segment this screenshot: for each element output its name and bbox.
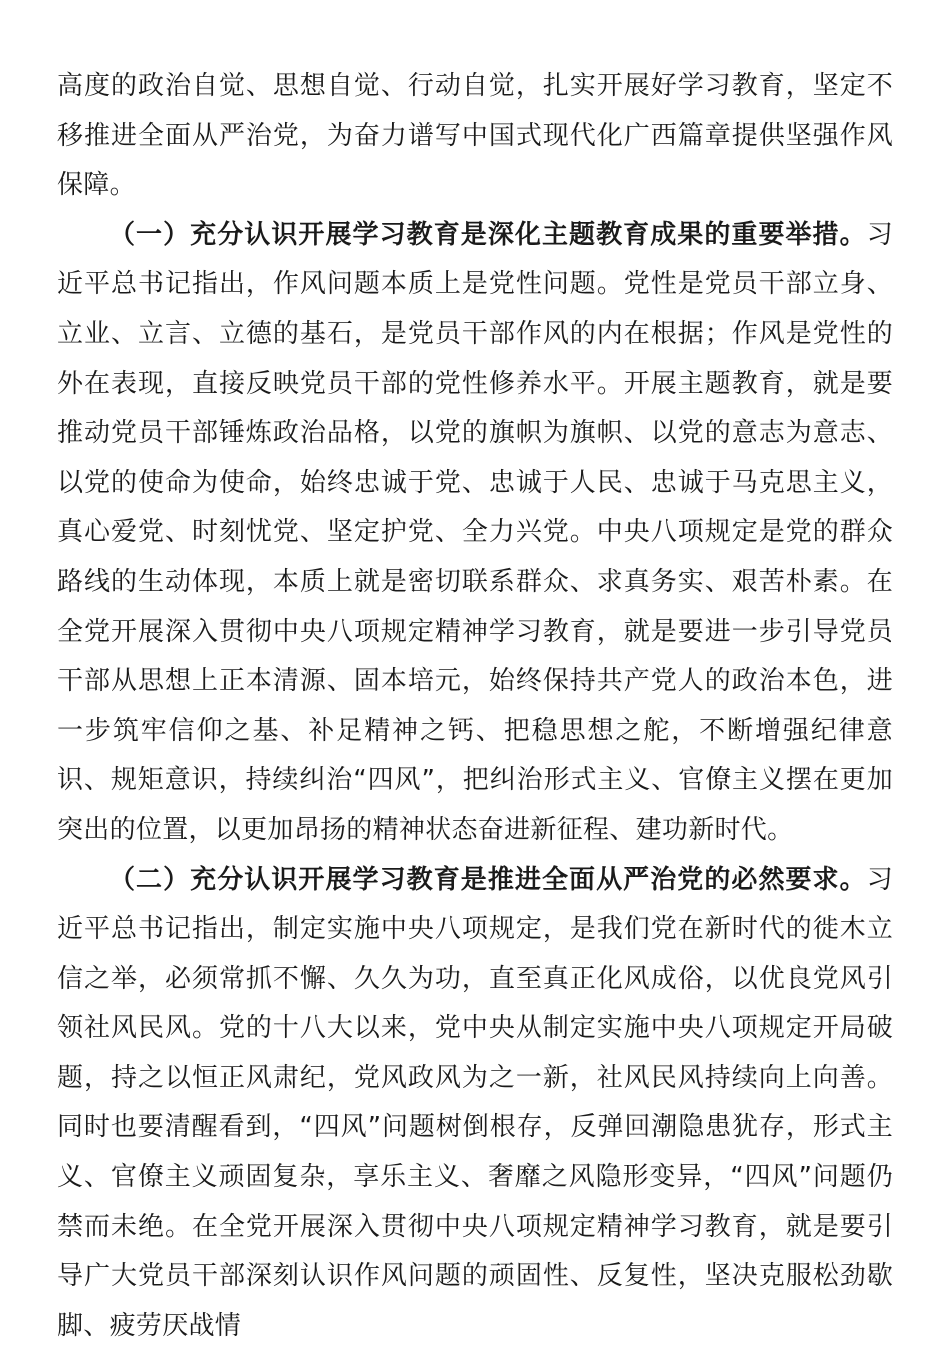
section-1-heading: （一）充分认识开展学习教育是深化主题教育成果的重要举措。 [109,220,867,250]
document-page [57,62,893,1351]
section-2-text: 习近平总书记指出，制定实施中央八项规定，是我们党在新时代的徙木立信之举，必须常抓不懈、久久为功，直至真正化风成俗，以优良党风引领社风民风。党的十八大以来，党中央从制定实施中央八项规定开局破题，持之以恒正风肃纪，党风政风为之一新，社风民风持续向上向善。同时也要清醒看到，“四风”问题树倒根存，反弹回潮隐患犹存，形式主义、官僚主义顽固复杂，享乐主义、奢靡之风隐形变异，“四风”问题仍禁而未绝。在全党开展深入贯彻中央八项规定精神学习教育，就是要引导广大党员干部深刻认识作风问题的顽固性、反复性，坚决克服松劲歇脚、疲劳厌战情 [57,865,893,1341]
paragraph-intro [57,62,893,211]
section-1-text: 习近平总书记指出，作风问题本质上是党性问题。党性是党员干部立身、立业、立言、立德的基石，是党员干部作风的内在根据；作风是党性的外在表现，直接反映党员干部的党性修养水平。开展主题教育，就是要推动党员干部锤炼政治品格，以党的旗帜为旗帜、以党的意志为意志、以党的使命为使命，始终忠诚于党、忠诚于人民、忠诚于马克思主义，真心爱党、时刻忧党、坚定护党、全力兴党。中央八项规定是党的群众路线的生动体现，本质上就是密切联系群众、求真务实、艰苦朴素。在全党开展深入贯彻中央八项规定精神学习教育，就是要进一步引导党员干部从思想上正本清源、固本培元，始终保持共产党人的政治本色，进一步筑牢信仰之基、补足精神之钙、把稳思想之舵，不断增强纪律意识、规矩意识，持续纠治“四风”，把纠治形式主义、官僚主义摆在更加突出的位置，以更加昂扬的精神状态奋进新征程、建功新时代。 [57,220,893,845]
section-2-heading: （二）充分认识开展学习教育是推进全面从严治党的必然要求。 [109,865,867,895]
paragraph-section-1 [57,211,893,856]
paragraph-section-2 [57,856,893,1351]
paragraph-intro-text: 高度的政治自觉、思想自觉、行动自觉，扎实开展好学习教育，坚定不移推进全面从严治党，为奋力谱写中国式现代化广西篇章提供坚强作风保障。 [57,71,893,200]
